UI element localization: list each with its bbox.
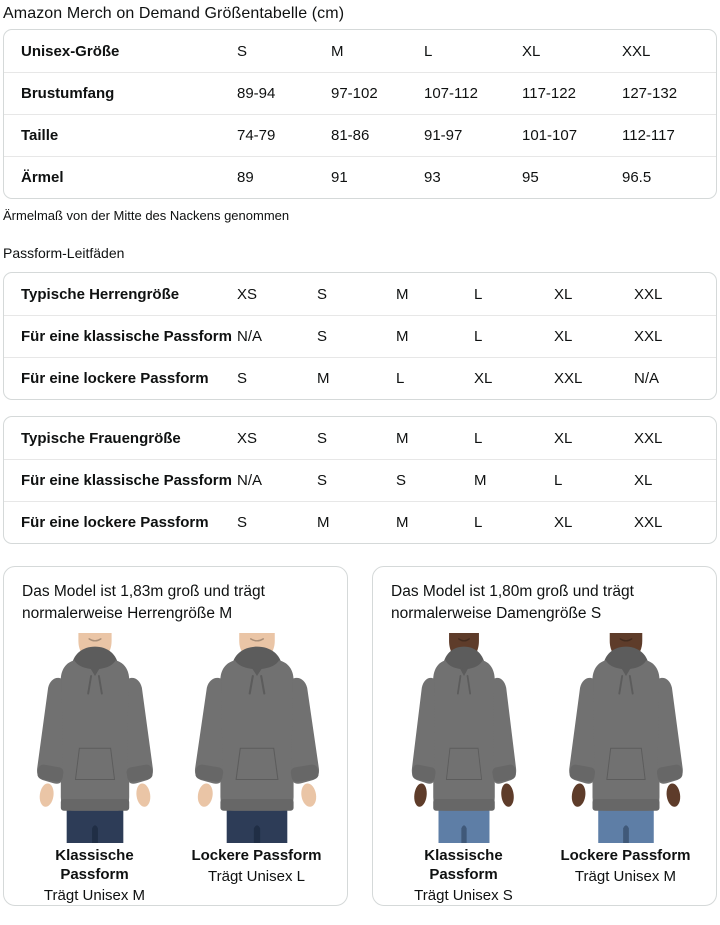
size-cell: XL bbox=[554, 315, 634, 357]
row-label: Für eine klassische Passform bbox=[4, 315, 237, 357]
measure-cell: 97-102 bbox=[331, 72, 424, 114]
row-label: Typische Herrengröße bbox=[21, 285, 180, 303]
table-row bbox=[4, 114, 716, 156]
measure-cell: 101-107 bbox=[522, 114, 622, 156]
measure-cell: 95 bbox=[522, 156, 622, 198]
measure-cell: 93 bbox=[424, 156, 522, 198]
row-label: Unisex-Größe bbox=[21, 42, 120, 60]
table-row bbox=[4, 72, 716, 114]
size-cell: XS bbox=[237, 285, 258, 303]
row-label: Taille bbox=[4, 114, 237, 156]
measure-cell: 107-112 bbox=[424, 72, 522, 114]
size-cell: L bbox=[474, 315, 554, 357]
size-cell: M bbox=[396, 315, 474, 357]
row-label: Typische Frauengröße bbox=[21, 429, 181, 447]
size-header: L bbox=[424, 42, 433, 60]
size-cell: S bbox=[317, 429, 328, 447]
table-row bbox=[4, 315, 716, 357]
model-figures bbox=[387, 633, 702, 905]
size-cell: L bbox=[474, 501, 554, 543]
sleeve-measurement-note: Ärmelmaß von der Mitte des Nackens genommen bbox=[3, 208, 290, 223]
female-model-classic-fit-photo bbox=[389, 633, 539, 843]
size-cell: XXL bbox=[634, 501, 716, 543]
table-row bbox=[4, 273, 716, 315]
page-title: Amazon Merch on Demand Größentabelle (cm) bbox=[3, 5, 345, 22]
size-cell: XS bbox=[237, 429, 258, 447]
model-fit-cards bbox=[3, 566, 717, 906]
unisex-size-table bbox=[3, 29, 717, 199]
size-cell: XL bbox=[474, 357, 554, 399]
size-cell: M bbox=[317, 357, 396, 399]
size-cell: M bbox=[396, 285, 409, 303]
size-cell: S bbox=[317, 315, 396, 357]
size-cell: XXL bbox=[634, 429, 663, 447]
row-label: Für eine lockere Passform bbox=[4, 501, 237, 543]
size-cell: L bbox=[396, 357, 474, 399]
size-cell: XL bbox=[554, 285, 573, 303]
measure-cell: 89 bbox=[237, 156, 331, 198]
measure-cell: 91 bbox=[331, 156, 424, 198]
size-header: XL bbox=[522, 42, 541, 60]
table-row bbox=[4, 417, 716, 459]
mens-fit-table bbox=[3, 272, 717, 400]
model-figure-loose bbox=[551, 633, 701, 905]
row-label: Für eine klassische Passform bbox=[4, 459, 237, 501]
size-cell: S bbox=[396, 459, 474, 501]
size-cell: S bbox=[317, 285, 328, 303]
size-cell: M bbox=[396, 501, 474, 543]
measure-cell: 74-79 bbox=[237, 114, 331, 156]
size-cell: L bbox=[474, 429, 483, 447]
size-cell: XXL bbox=[554, 357, 634, 399]
size-cell: S bbox=[317, 459, 396, 501]
fit-guides-heading: Passform-Leitfäden bbox=[3, 245, 125, 261]
model-figure-classic bbox=[389, 633, 539, 905]
row-label: Ärmel bbox=[4, 156, 237, 198]
size-cell: M bbox=[396, 429, 409, 447]
table-row bbox=[4, 156, 716, 198]
model-description: Das Model ist 1,80m groß und trägt normalerweise Damengröße S bbox=[391, 583, 634, 622]
table-row bbox=[4, 459, 716, 501]
womens-fit-table bbox=[3, 416, 717, 544]
model-card-men bbox=[3, 566, 348, 906]
size-header: S bbox=[237, 42, 248, 60]
table-header-row bbox=[4, 30, 716, 72]
size-cell: L bbox=[554, 459, 634, 501]
model-figures bbox=[18, 633, 333, 905]
size-header: M bbox=[331, 42, 344, 60]
table-row bbox=[4, 501, 716, 543]
fit-label: Klassische Passform bbox=[424, 847, 503, 883]
measure-cell: 91-97 bbox=[424, 114, 522, 156]
male-model-loose-fit-photo bbox=[182, 633, 332, 843]
size-cell: N/A bbox=[237, 315, 317, 357]
size-worn-label: Trägt Unisex M bbox=[574, 868, 677, 885]
fit-label: Lockere Passform bbox=[191, 847, 322, 864]
size-cell: N/A bbox=[237, 459, 317, 501]
size-cell: S bbox=[237, 501, 317, 543]
size-cell: XL bbox=[554, 501, 634, 543]
size-cell: XL bbox=[634, 459, 716, 501]
measure-cell: 127-132 bbox=[622, 72, 716, 114]
size-cell: M bbox=[474, 459, 554, 501]
size-worn-label: Trägt Unisex L bbox=[208, 868, 305, 885]
model-description: Das Model ist 1,83m groß und trägt normalerweise Herrengröße M bbox=[22, 583, 265, 622]
measure-cell: 81-86 bbox=[331, 114, 424, 156]
row-label: Für eine lockere Passform bbox=[4, 357, 237, 399]
fit-label: Klassische Passform bbox=[55, 847, 134, 883]
size-cell: M bbox=[317, 501, 396, 543]
fit-label: Lockere Passform bbox=[560, 847, 691, 864]
female-model-loose-fit-photo bbox=[551, 633, 701, 843]
size-cell: N/A bbox=[634, 357, 716, 399]
measure-cell: 117-122 bbox=[522, 72, 622, 114]
size-cell: L bbox=[474, 285, 483, 303]
row-label: Brustumfang bbox=[4, 72, 237, 114]
size-worn-label: Trägt Unisex S bbox=[414, 887, 513, 904]
measure-cell: 112-117 bbox=[622, 114, 716, 156]
size-cell: S bbox=[237, 357, 317, 399]
model-card-women bbox=[372, 566, 717, 906]
measure-cell: 96.5 bbox=[622, 156, 716, 198]
model-figure-loose bbox=[182, 633, 332, 905]
table-row bbox=[4, 357, 716, 399]
size-cell: XL bbox=[554, 429, 573, 447]
male-model-classic-fit-photo bbox=[20, 633, 170, 843]
size-header: XXL bbox=[622, 42, 651, 60]
size-worn-label: Trägt Unisex M bbox=[43, 887, 146, 904]
size-cell: XXL bbox=[634, 285, 663, 303]
size-cell: XXL bbox=[634, 315, 716, 357]
model-figure-classic bbox=[20, 633, 170, 905]
measure-cell: 89-94 bbox=[237, 72, 331, 114]
